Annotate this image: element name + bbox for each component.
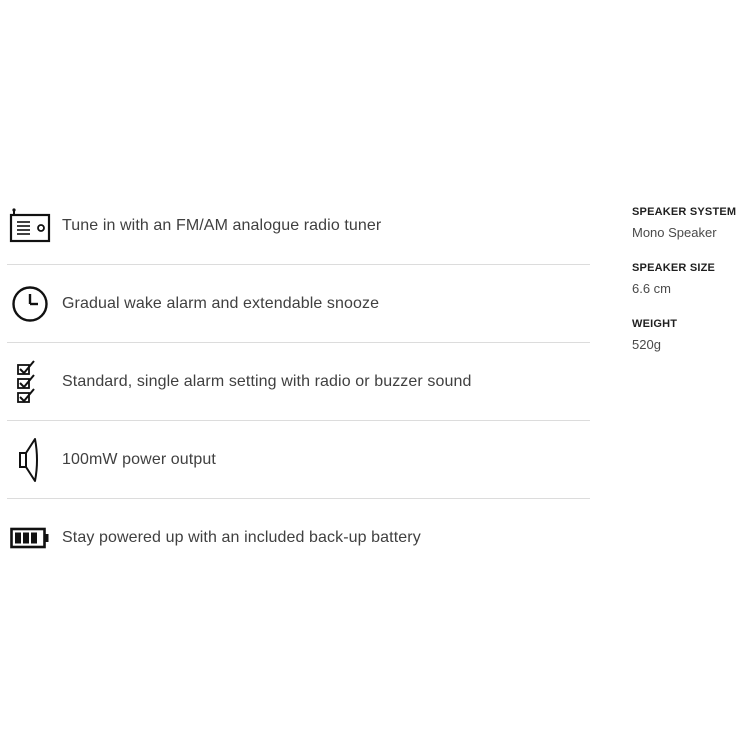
spec-value: Mono Speaker [632, 225, 717, 240]
radio-icon [7, 203, 53, 249]
feature-text: Stay powered up with an included back-up battery [62, 529, 421, 546]
feature-row-alarm-setting [7, 343, 590, 421]
spec-speaker-system [632, 204, 747, 246]
feature-text: Tune in with an FM/AM analogue radio tuner [62, 216, 382, 234]
feature-text: Standard, single alarm setting with radio or buzzer sound [62, 372, 472, 390]
spec-weight [632, 316, 747, 358]
spec-label: SPEAKER SIZE [632, 262, 716, 274]
battery-icon [7, 515, 53, 561]
feature-row-battery [7, 499, 590, 577]
feature-row-alarm [7, 265, 590, 343]
spec-value: 6.6 cm [632, 281, 672, 296]
speaker-icon [7, 437, 53, 483]
feature-row-radio [7, 187, 590, 265]
spec-label: SPEAKER SYSTEM [632, 206, 737, 218]
spec-speaker-size [632, 260, 747, 302]
spec-value: 520g [632, 337, 661, 352]
spec-list [632, 204, 747, 372]
feature-text: Gradual wake alarm and extendable snooze [62, 294, 380, 312]
spec-label: WEIGHT [632, 318, 678, 330]
feature-text: 100mW power output [62, 450, 216, 468]
checklist-icon [7, 359, 53, 405]
feature-row-power [7, 421, 590, 499]
feature-list [7, 187, 590, 577]
clock-icon [7, 281, 53, 327]
